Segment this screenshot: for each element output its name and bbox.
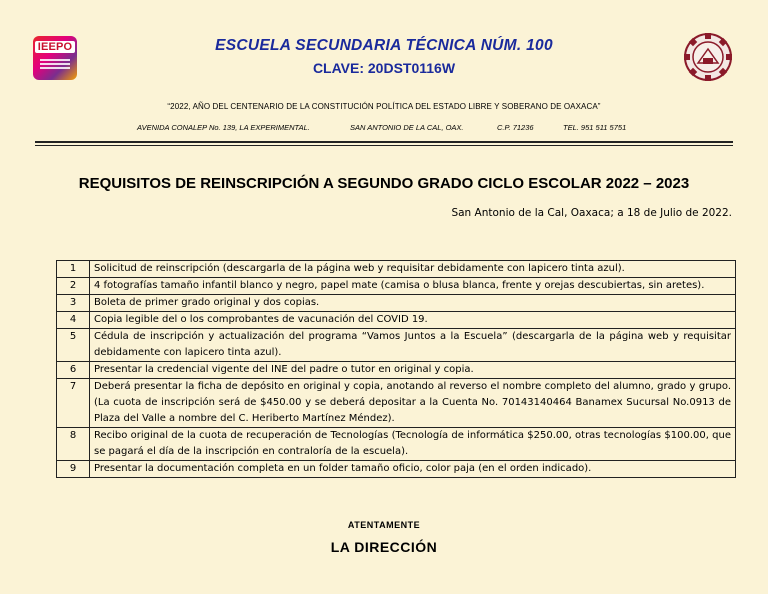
school-name: ESCUELA SECUNDARIA TÉCNICA NÚM. 100 — [215, 37, 553, 54]
requirements-table — [56, 260, 736, 478]
requirement-number: 5 — [57, 329, 90, 362]
address-phone: TEL. 951 511 5751 — [563, 123, 627, 132]
requirement-text: Recibo original de la cuota de recuperación de Tecnologías (Tecnología de informática $250.00, otras tecnologías $100.00, que se pagará el día de la inscripción en contraloría de la escuela). — [90, 428, 736, 461]
address-postal: C.P. 71236 — [497, 123, 534, 132]
requirement-text: Boleta de primer grado original y dos copias. — [90, 295, 736, 312]
table-row — [57, 362, 736, 379]
document-title: REQUISITOS DE REINSCRIPCIÓN A SEGUNDO GRADO CICLO ESCOLAR 2022 – 2023 — [78, 175, 690, 192]
table-row — [57, 379, 736, 428]
closing-text: ATENTAMENTE — [347, 520, 421, 530]
ieepo-logo-text: IEEPO — [35, 41, 76, 53]
requirement-number: 3 — [57, 295, 90, 312]
table-row — [57, 295, 736, 312]
place-date: San Antonio de la Cal, Oaxaca; a 18 de Julio de 2022. — [451, 207, 732, 219]
requirement-text: Cédula de inscripción y actualización del programa “Vamos Juntos a la Escuela” (descargarla de la página web y requisitar debidamente con lapicero tinta azul). — [90, 329, 736, 362]
address-street: AVENIDA CONALEP No. 139, LA EXPERIMENTAL. — [137, 123, 310, 132]
address-town: SAN ANTONIO DE LA CAL, OAX. — [350, 123, 464, 132]
requirement-text: Deberá presentar la ficha de depósito en original y copia, anotando al reverso el nombre completo del alumno, grado y grupo. (La cuota de inscripción será de $450.00 y se deberá depositar a la Cuenta No. 70143140464 Banamex Sucursal No.0913 de Plaza del Valle a nombre del C. Heriberto Martínez Méndez). — [90, 379, 736, 428]
table-row — [57, 461, 736, 478]
requirement-text: 4 fotografías tamaño infantil blanco y negro, papel mate (camisa o blusa blanca, frente y orejas descubiertas, sin aretes). — [90, 278, 736, 295]
requirement-number: 6 — [57, 362, 90, 379]
requirement-number: 9 — [57, 461, 90, 478]
header-divider-thin — [35, 145, 733, 146]
table-row — [57, 261, 736, 278]
header-divider — [35, 141, 733, 143]
table-row — [57, 329, 736, 362]
requirement-number: 1 — [57, 261, 90, 278]
requirement-text: Copia legible del o los comprobantes de vacunación del COVID 19. — [90, 312, 736, 329]
year-motto: “2022, AÑO DEL CENTENARIO DE LA CONSTITUCIÓN POLÍTICA DEL ESTADO LIBRE Y SOBERANO DE OAXACA” — [167, 102, 601, 111]
signature-line: LA DIRECCIÓN — [330, 539, 438, 555]
requirement-number: 8 — [57, 428, 90, 461]
table-row — [57, 312, 736, 329]
school-clave: CLAVE: 20DST0116W — [312, 60, 456, 76]
requirement-number: 2 — [57, 278, 90, 295]
table-row — [57, 428, 736, 461]
requirement-text: Presentar la documentación completa en un folder tamaño oficio, color paja (en el orden indicado). — [90, 461, 736, 478]
requirement-number: 7 — [57, 379, 90, 428]
table-row — [57, 278, 736, 295]
requirement-text: Presentar la credencial vigente del INE del padre o tutor en original y copia. — [90, 362, 736, 379]
requirement-number: 4 — [57, 312, 90, 329]
requirement-text: Solicitud de reinscripción (descargarla de la página web y requisitar debidamente con lapicero tinta azul). — [90, 261, 736, 278]
